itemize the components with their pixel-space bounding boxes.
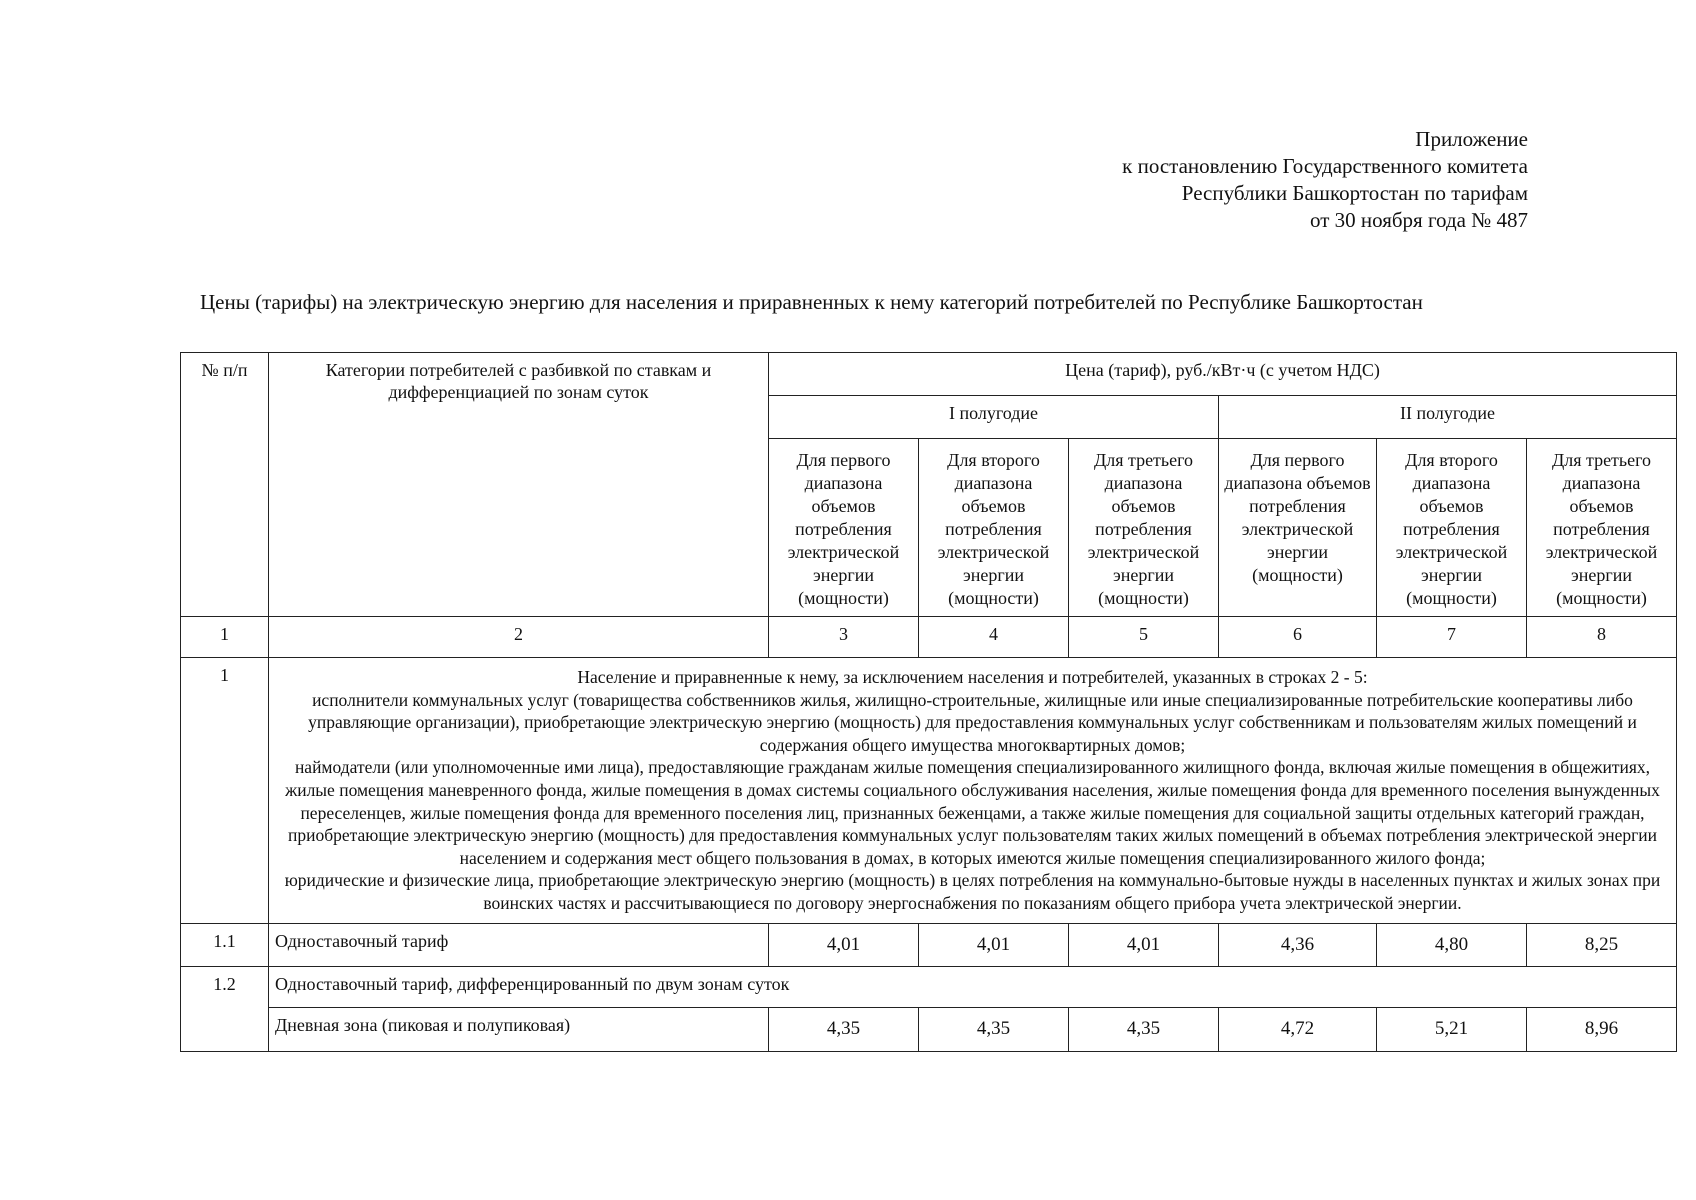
half2-range2-header: Для второго диапазона объемов потребления электрической энергии (мощности) xyxy=(1377,439,1527,617)
half2-range1-header: Для первого диапазона объемов потребления электрической энергии (мощности) xyxy=(1219,439,1377,617)
row-1-paragraph-intro: Население и приравненные к нему, за исключением населения и потребителей, указанных в строках 2 - 5: xyxy=(577,667,1368,687)
appendix-date-line: от 30 ноября года № 487 xyxy=(1309,208,1528,232)
row-label: Одноставочный тариф xyxy=(269,923,769,966)
half1-range1-header: Для первого диапазона объемов потребления электрической энергии (мощности) xyxy=(769,439,919,617)
tariff-value: 4,01 xyxy=(1069,923,1219,966)
half2-header: II полугодие xyxy=(1219,396,1677,439)
row-label: Дневная зона (пиковая и полупиковая) xyxy=(269,1008,769,1052)
table-row-1 xyxy=(181,658,1677,924)
column-number: 2 xyxy=(269,617,769,658)
column-number: 3 xyxy=(769,617,919,658)
tariff-table xyxy=(180,352,1677,1052)
tariff-value: 4,35 xyxy=(919,1008,1069,1052)
half1-range2-header: Для второго диапазона объемов потребления электрической энергии (мощности) xyxy=(919,439,1069,617)
col-num-header: № п/п xyxy=(181,353,269,617)
column-number: 4 xyxy=(919,617,1069,658)
row-label: Одноставочный тариф, дифференцированный по двум зонам суток xyxy=(269,966,1677,1007)
table-row-1-2 xyxy=(181,966,1677,1007)
appendix-committee-line: Республики Башкортостан по тарифам xyxy=(1181,181,1528,205)
document-title: Цены (тарифы) на электрическую энергию для населения и приравненных к нему категорий потребителей по Республике Башкортостан xyxy=(200,290,1423,314)
col-category-header: Категории потребителей с разбивкой по ставкам и дифференциацией по зонам суток xyxy=(269,353,769,617)
column-number: 6 xyxy=(1219,617,1377,658)
row-1-paragraph-landlords: наймодатели (или уполномоченные ими лица), предоставляющие гражданам жилые помещения специализированного жилищного фонда, включая жилые помещения в общежитиях, жилые помещения маневренного фонда, жилые помещения в домах системы социального обслуживания населения, жилые помещения фонда для временного поселения вынужденных переселенцев, жилые помещения фонда для временного поселения лиц, признанных беженцами, а также жилые помещения для социальной защиты отдельных категорий граждан, приобретающие электрическую энергию (мощность) для предоставления коммунальных услуг пользователям таких жилых помещений в объемах потребления электрической энергии населением и содержания мест общего пользования в домах, в которых имеются жилые помещения специализированного жилого фонда; xyxy=(285,757,1660,868)
column-number: 7 xyxy=(1377,617,1527,658)
tariff-value: 4,01 xyxy=(919,923,1069,966)
table-row-1-2-day-zone xyxy=(181,1008,1677,1052)
tariff-value: 4,35 xyxy=(769,1008,919,1052)
appendix-decree-line: к постановлению Государственного комитета xyxy=(1122,154,1528,178)
table-row-1-1 xyxy=(181,923,1677,966)
tariff-value: 4,80 xyxy=(1377,923,1527,966)
tariff-value: 5,21 xyxy=(1377,1008,1527,1052)
tariff-value: 4,36 xyxy=(1219,923,1377,966)
column-number: 8 xyxy=(1527,617,1677,658)
tariff-value: 4,72 xyxy=(1219,1008,1377,1052)
row-1-paragraph-utilities: исполнители коммунальных услуг (товарищества собственников жилья, жилищно-строительные, жилищные или иные специализированные потребительские кооперативы либо управляющие организации), приобретающие электрическую энергию (мощность) для предоставления коммунальных услуг собственникам и пользователям жилых помещений и содержания общего имущества многоквартирных домов; xyxy=(308,689,1637,755)
row-1-paragraph-legal-entities: юридические и физические лица, приобретающие электрическую энергию (мощность) в целях потребления на коммунально-бытовые нужды в населенных пунктах и жилых зонах при воинских частях и рассчитывающиеся по договору энергоснабжения по показаниям общего прибора учета электрической энергии. xyxy=(284,870,1661,913)
half1-header: I полугодие xyxy=(769,396,1219,439)
column-number: 5 xyxy=(1069,617,1219,658)
tariff-value: 8,25 xyxy=(1527,923,1677,966)
half1-range3-header: Для третьего диапазона объемов потребления электрической энергии (мощности) xyxy=(1069,439,1219,617)
tariff-value: 4,01 xyxy=(769,923,919,966)
row-1-description xyxy=(269,658,1677,924)
row-number: 1 xyxy=(181,658,269,924)
column-number: 1 xyxy=(181,617,269,658)
appendix-label: Приложение xyxy=(1415,127,1528,151)
row-number: 1.2 xyxy=(181,966,269,1051)
tariff-value: 4,35 xyxy=(1069,1008,1219,1052)
column-number-row xyxy=(181,617,1677,658)
half2-range3-header: Для третьего диапазона объемов потребления электрической энергии (мощности) xyxy=(1527,439,1677,617)
col-price-header: Цена (тариф), руб./кВт·ч (с учетом НДС) xyxy=(769,353,1677,396)
appendix-header xyxy=(1122,126,1528,234)
header-row-1 xyxy=(181,353,1677,396)
tariff-value: 8,96 xyxy=(1527,1008,1677,1052)
row-number: 1.1 xyxy=(181,923,269,966)
